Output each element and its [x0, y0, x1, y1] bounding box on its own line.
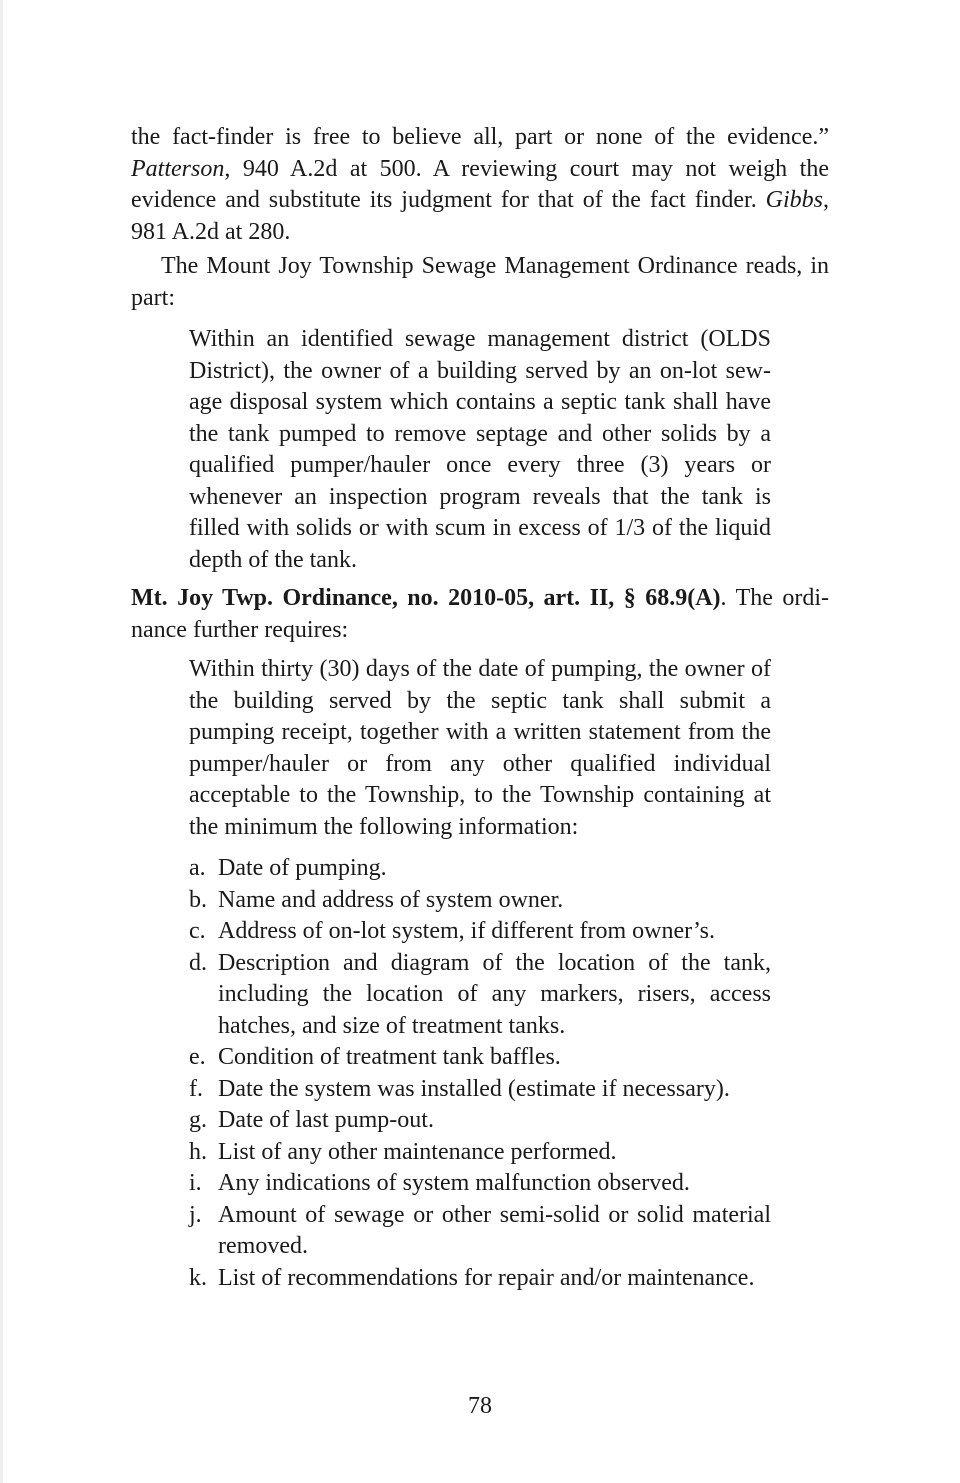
- list-item: [189, 1074, 771, 1106]
- list-item-text: Any indications of system malfunction observed.: [218, 1170, 690, 1196]
- list-item-text: Address of on-lot system, if different from owner’s.: [218, 918, 716, 944]
- block-quote-requirements: Within thirty (30) days of the date of pumping, the owner of the building served by the septic tank shall submit a pumping receipt, together with a written statement from the pumper/hauler or from any other qualified individual acceptable to the Township, to the Township containing at the minimum the following information:: [189, 656, 771, 840]
- list-item-text: List of any other maintenance performed.: [218, 1138, 617, 1165]
- paragraph-ordinance-citation: [131, 583, 829, 646]
- list-item: [189, 1105, 771, 1137]
- page-edge: [0, 0, 3, 1483]
- list-item-label: c.: [189, 918, 206, 944]
- list-item: [189, 1168, 771, 1200]
- list-item-label: f.: [189, 1075, 203, 1102]
- paragraph-text: , 981 A.2d at 280.: [131, 187, 829, 245]
- list-item: [189, 1263, 771, 1295]
- paragraph-text: . The ordinance further requires:: [131, 585, 829, 643]
- list-item-label: b.: [189, 886, 207, 913]
- list-item: [189, 916, 771, 948]
- page-number: 78: [468, 1393, 492, 1419]
- list-item: [189, 885, 771, 917]
- paragraph-ordinance-intro: The Mount Joy Township Sewage Management Ordinance reads, in part:: [131, 253, 829, 311]
- list-item: [189, 1200, 771, 1263]
- list-item: [189, 1042, 771, 1074]
- paragraph-text: , 940 A.2d at 500. A reviewing court may not weigh the evidence and substitute its judgment for that of the fact finder.: [131, 155, 829, 213]
- list-item-label: e.: [189, 1044, 206, 1070]
- list-item-text: Date of last pump-out.: [218, 1107, 434, 1133]
- list-item-label: k.: [189, 1264, 207, 1291]
- list-item-text: Amount of sewage or other semi-solid or solid material removed.: [218, 1201, 771, 1259]
- paragraph-continuation: [131, 122, 829, 248]
- list-item: [189, 948, 771, 1043]
- list-item-label: a.: [189, 855, 206, 881]
- paragraph-text: the fact-finder is free to believe all, part or none of the evidence.”: [131, 124, 829, 150]
- list-item-label: d.: [189, 949, 207, 976]
- ordinance-citation: Mt. Joy Twp. Ordinance, no. 2010-05, art. II, § 68.9(A): [131, 585, 721, 611]
- case-citation: Gibbs: [765, 187, 823, 213]
- list-item-text: Name and address of system owner.: [218, 886, 564, 913]
- list-item-label: g.: [189, 1107, 207, 1133]
- text-column: [131, 122, 829, 1294]
- list-item-text: Description and diagram of the location of the tank, including the location of any markers, risers, access hatches, and size of treatment tanks.: [218, 949, 771, 1039]
- list-item-text: Date of pumping.: [218, 855, 387, 881]
- list-item-label: h.: [189, 1138, 207, 1165]
- list-item-text: Condition of treatment tank baffles.: [218, 1044, 561, 1070]
- list-item: [189, 1137, 771, 1169]
- list-item-text: Date the system was installed (estimate if necessary).: [218, 1075, 730, 1102]
- list-item: [189, 853, 771, 885]
- list-item-label: j.: [189, 1201, 202, 1228]
- block-quote-ordinance: Within an identified sewage management district (OLDS District), the owner of a building served by an on-lot sewage disposal system which contains a septic tank shall have the tank pumped to remove septage and other solids by a qualified pumper/hauler once every three (3) years or whenever an inspection program reveals that the tank is filled with solids or with scum in excess of 1/3 of the liquid depth of the tank.: [189, 326, 771, 573]
- list-item-label: i.: [189, 1170, 202, 1196]
- list-item-text: List of recommendations for repair and/or maintenance.: [218, 1264, 755, 1291]
- case-citation: Patterson: [131, 155, 225, 182]
- requirements-list: [189, 853, 771, 1294]
